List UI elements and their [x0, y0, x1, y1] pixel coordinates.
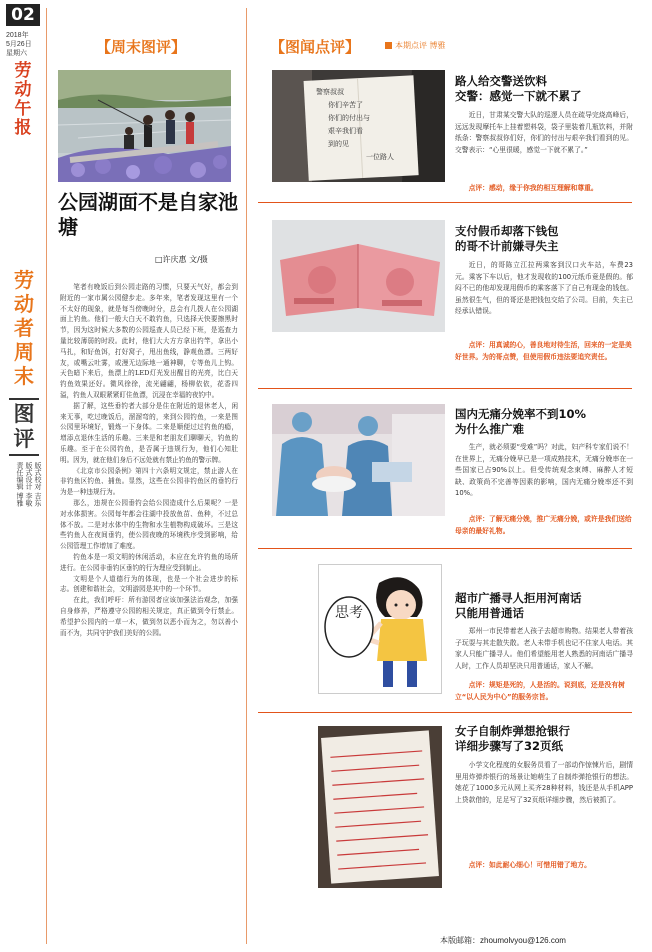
note-line: 你们的付出与: [328, 114, 370, 122]
news-title-line: 为什么推广难: [455, 422, 524, 436]
date-day: 5月26日: [6, 41, 32, 48]
column-subtitle: 图评: [9, 398, 39, 456]
news-title-line: 只能用普通话: [455, 606, 524, 620]
news-body: 郑州一市民带着老人孩子去超市购物。结果老人带着孩子玩耍与其走散失散。老人未带手机也记不住家人电话。其家人只能广播寻人。他们希望能用老人熟悉的河南话广播寻人时，工作人员却坚决只用普通话，家人不解。: [455, 627, 633, 670]
news-title-line: 超市广播寻人拒用河南话: [455, 591, 582, 605]
news-photo-banknote: [272, 220, 445, 332]
news-cartoon-thinking: [318, 564, 442, 694]
note-line: 到的见: [328, 140, 349, 148]
credit-proofreader: 版式校对 吉东: [34, 462, 42, 507]
article-headline: 公园湖面不是自家池塘: [58, 190, 238, 239]
news-title-line: 国内无痛分娩率不到10%: [455, 407, 587, 421]
news-body: 近日，甘肃某交警大队的巡逻人员在疏导完烧高峰后，远远发现摩托车上挂着塑料袋，袋子里装着几瓶饮料，并附纸条：警察叔叔你们好，你们的付出与艰辛我们看到的见。交警表示：“心里很暖，感觉一下就不累了。”: [455, 111, 633, 154]
news-photo-hospital: [272, 404, 445, 516]
host-note: [385, 40, 446, 51]
paragraph: 文明是个人道德行为的体现，也是一个社会进步的标志。创建和谐社会，文明游园是其中的一个环节。: [60, 574, 238, 594]
news-title: [455, 591, 635, 621]
host-text: 本期点评 博雅: [395, 41, 446, 50]
news-title-line: 交警：感觉一下就不累了: [455, 89, 582, 103]
date-year: 2018年: [6, 32, 29, 39]
news-divider: [258, 712, 632, 713]
paragraph: 据了解，这些垂钓者大部分是住在附近的退休老人，闲来无事，吃过晚饭后，溜溜弯的，来到公园钓鱼，一来是图公园里环境好，锻炼一下身体。二来是顺便过过钓鱼的瘾，增添点退休生活的乐趣。三来是和老朋友们聊聊天，钓鱼的乐趣。至于在公园钓鱼，是否属于违规行为，他们心知肚明。因为，就在他们身后不远处就有禁止钓鱼的警示牌。: [60, 401, 238, 464]
column-rule: [246, 8, 247, 944]
news-body: 小学文化程度的女服务员看了一部动作惊悚片后，剧情里用炸弹炸银行的场景让她萌生了自制炸弹抢银行的想法。她花了1000多元从网上买齐28种材料，钱还是从手机APP上贷款借的，足足写了32页纸详细步骤，然后被抓了。: [455, 761, 633, 804]
news-title-line: 路人给交警送饮料: [455, 74, 547, 88]
credit-designer: 版式设计 李敏: [25, 462, 33, 507]
news-photo-note: [272, 70, 445, 182]
thought-bubble-text: 思考: [335, 605, 363, 621]
news-body: 近日，的哥陈立江拉两乘客到汉口火车站，车费23元。乘客下车以后，他才发现收的100元纸币竟是假的。郁闷不已的他却发现用假币的乘客落下了自己有现金的钱包。虽然很生气，但的哥还是把钱包交给了公司。目前，失主已经承认错误。: [455, 261, 633, 315]
news-title-line: 详细步骤写了32页纸: [455, 739, 564, 753]
news-divider: [258, 548, 632, 549]
news-comment: 点评：规矩是死的，人是活的。说到底，还是没有树立“以人民为中心”的服务宗旨。: [455, 681, 625, 701]
lake-fishing-photo: [58, 70, 231, 182]
news-comment: 点评：用真诚的心，善良地对待生活，回来的一定是美好世界。为的哥点赞，但使用假币违法要追究责任。: [455, 341, 632, 361]
staff-credits: [8, 462, 42, 562]
note-line: 你们辛苦了: [328, 101, 363, 109]
article-byline: □许庆惠 文/摄: [155, 255, 208, 264]
paragraph: 那么，违规在公园垂钓会给公园造成什么后果呢？一是对水体损害。公园每年都会往湖中投放鱼苗、鱼种，不过总体不放。二是对水体中的生物和水生植物构成破坏。三是这些钓鱼人在夜间垂钓，使公园夜晚的环境秩序受到影响，给公园管理工作增加了难度。: [60, 498, 238, 551]
paper-logo: 劳动午报: [14, 61, 32, 138]
paragraph: 《北京市公园条例》第四十六条明文规定，禁止游人在非钓鱼区钓鱼、捕鱼。显然，这些在公园非钓鱼区的垂钓行为是一种违规行为。: [60, 466, 238, 497]
article-body: [60, 282, 238, 922]
news-title: [455, 724, 635, 754]
paragraph: 在此，我们呼吁：所有游园者应该加强法治观念，加强自身修养，严格遵守公园的相关规定，真正做到令行禁止。希望护公园内的一草一木，做到勿以恶小而为之，勿以善小而不为，共同守护我们美好的公园。: [60, 596, 238, 637]
news-body: 生产，就必须要“受难”吗？对此，妇产科专家们说不！在世界上，无痛分娩早已是一项成熟技术，无痛分娩率在一些国家已占90%以上。但受传统观念束缚、麻醉人才短缺、政策尚不完善等因素的影响，国内无痛分娩率还不到10%。: [455, 443, 633, 497]
news-title: [455, 407, 635, 437]
news-title: [455, 224, 635, 254]
note-line: 警察叔叔: [316, 88, 344, 96]
editor-email[interactable]: 本版邮箱：zhoumolvyou@126.com: [440, 936, 566, 945]
news-title: [455, 74, 635, 104]
section-news-comment: 【图闻点评】: [270, 38, 361, 56]
news-title-line: 女子自制炸弹想抢银行: [455, 724, 570, 738]
news-divider: [258, 388, 632, 389]
masthead-strip: [0, 0, 46, 952]
news-photo-notebook: [318, 726, 442, 888]
column-title: 劳动者周末: [14, 268, 34, 388]
news-title-line: 支付假币却落下钱包: [455, 224, 559, 238]
paragraph: 笔者有晚饭后到公园走路的习惯，只要天气好，都会到附近的一家市属公园健步走。多年来，笔者发现这里有一个不太好的现象，就是每当傍晚时分，总会有几拨人在公园湖面上钓鱼。他们一般大白天不敢钓鱼，只选择天快要擦黑时节，因为这时候大多数的公园巡查人员已经下班，是巡查力量比较薄弱的时段。此时，他们大大方方拿出钓竿，拿出小马扎，和好鱼饵，打好窝子，甩出鱼线，静观鱼漂。三两好友，或嘴云吐雾，或漫无边际地一通神聊，专等鱼儿上钩。天色暗下来后，鱼漂上的LED灯光发出醒目的光亮，比白天钓鱼效果还好。微风徐徐，流光翩翩，杨柳依依，花香四溢，钓鱼人双眼紧紧盯住鱼漂，沉浸在幸福的夜钓中。: [60, 283, 238, 399]
news-comment: 点评：感动，缘于你我的相互理解和尊重。: [468, 184, 598, 192]
news-title-line: 的哥不计前嫌寻失主: [455, 239, 559, 253]
section-weekend-photo-review: 【周末图评】: [96, 38, 187, 56]
news-divider: [258, 202, 632, 203]
date-weekday: 星期六: [6, 50, 27, 57]
note-line: 一位路人: [366, 153, 394, 161]
news-comment: 点评：了解无痛分娩，推广无痛分娩，或许是我们送给母亲的最好礼物。: [455, 515, 632, 535]
note-line: 艰辛我们看: [328, 127, 363, 135]
credit-editor: 责任编辑 博雅: [16, 462, 24, 507]
page-number: 02: [6, 4, 40, 26]
column-rule: [46, 8, 47, 944]
news-comment: 点评：如此耐心细心！可惜用错了地方。: [468, 861, 591, 869]
paragraph: 钓鱼本是一项文明的休闲活动，本应在允许钓鱼的场所进行。在公园非垂钓区垂钓的行为理应受到制止。: [60, 552, 238, 572]
square-icon: [385, 42, 392, 49]
